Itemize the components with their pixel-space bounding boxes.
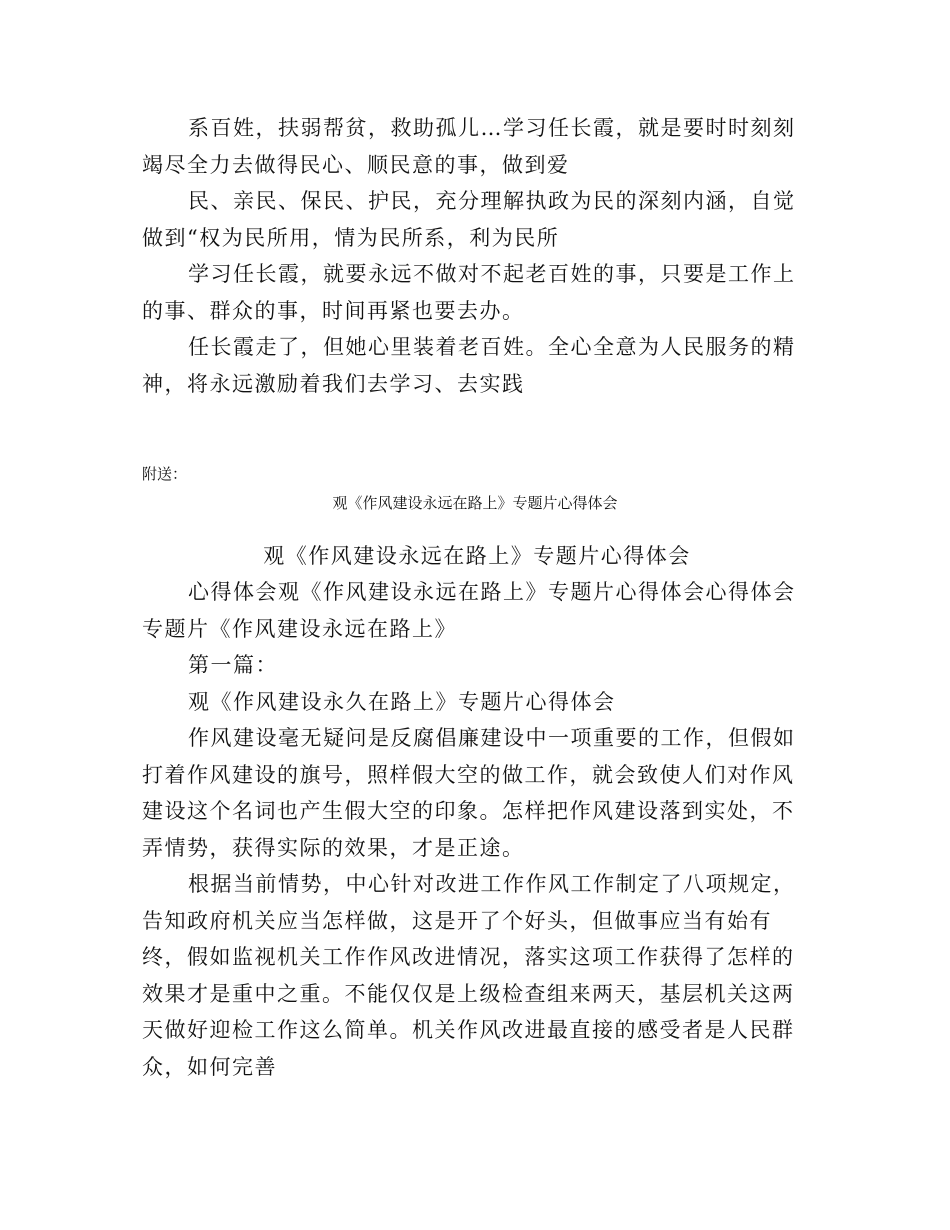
paragraph: 民、亲民、保民、护民，充分理解执政为民的深刻内涵，自觉做到“权为民所用，情为民所系，利为民所 bbox=[142, 189, 796, 250]
appendix-heading: 观《作风建设永远在路上》专题片心得体会 bbox=[332, 494, 618, 512]
paragraph: 作风建设毫无疑问是反腐倡廉建设中一项重要的工作，但假如打着作风建设的旗号，照样假大空的做工作，就会致使人们对作风建设这个名词也产生假大空的印象。怎样把作风建设落到实处，不弄情势，获得实际的效果，才是正途。 bbox=[142, 726, 796, 860]
appendix-label: 附送： bbox=[142, 465, 188, 483]
part-label: 第一篇： bbox=[188, 653, 278, 677]
part-title: 观《作风建设永久在路上》专题片心得体会 bbox=[188, 689, 616, 714]
article-body bbox=[142, 574, 812, 1085]
paragraph: 系百姓，扶弱帮贫，救助孤儿…学习任长霞，就是要时时刻刻竭尽全力去做得民心、顺民意的事，做到爱 bbox=[142, 116, 796, 177]
keywords-paragraph: 心得体会观《作风建设永远在路上》专题片心得体会心得体会专题片《作风建设永远在路上》 bbox=[142, 580, 796, 641]
article-title: 观《作风建设永远在路上》专题片心得体会 bbox=[263, 544, 691, 568]
paragraph: 学习任长霞，就要永远不做对不起老百姓的事，只要是工作上的事、群众的事，时间再紧也要去办。 bbox=[142, 262, 796, 323]
top-text-block bbox=[142, 110, 812, 402]
paragraph: 任长霞走了，但她心里装着老百姓。全心全意为人民服务的精神，将永远激励着我们去学习、去实践 bbox=[142, 335, 796, 396]
paragraph: 根据当前情势，中心针对改进工作作风工作制定了八项规定，告知政府机关应当怎样做，这是开了个好头，但做事应当有始有终，假如监视机关工作作风改进情况，落实这项工作获得了怎样的效果才是重中之重。不能仅仅是上级检查组来两天，基层机关这两天做好迎检工作这么简单。机关作风改进最直接的感受者是人民群众，如何完善 bbox=[142, 872, 796, 1079]
